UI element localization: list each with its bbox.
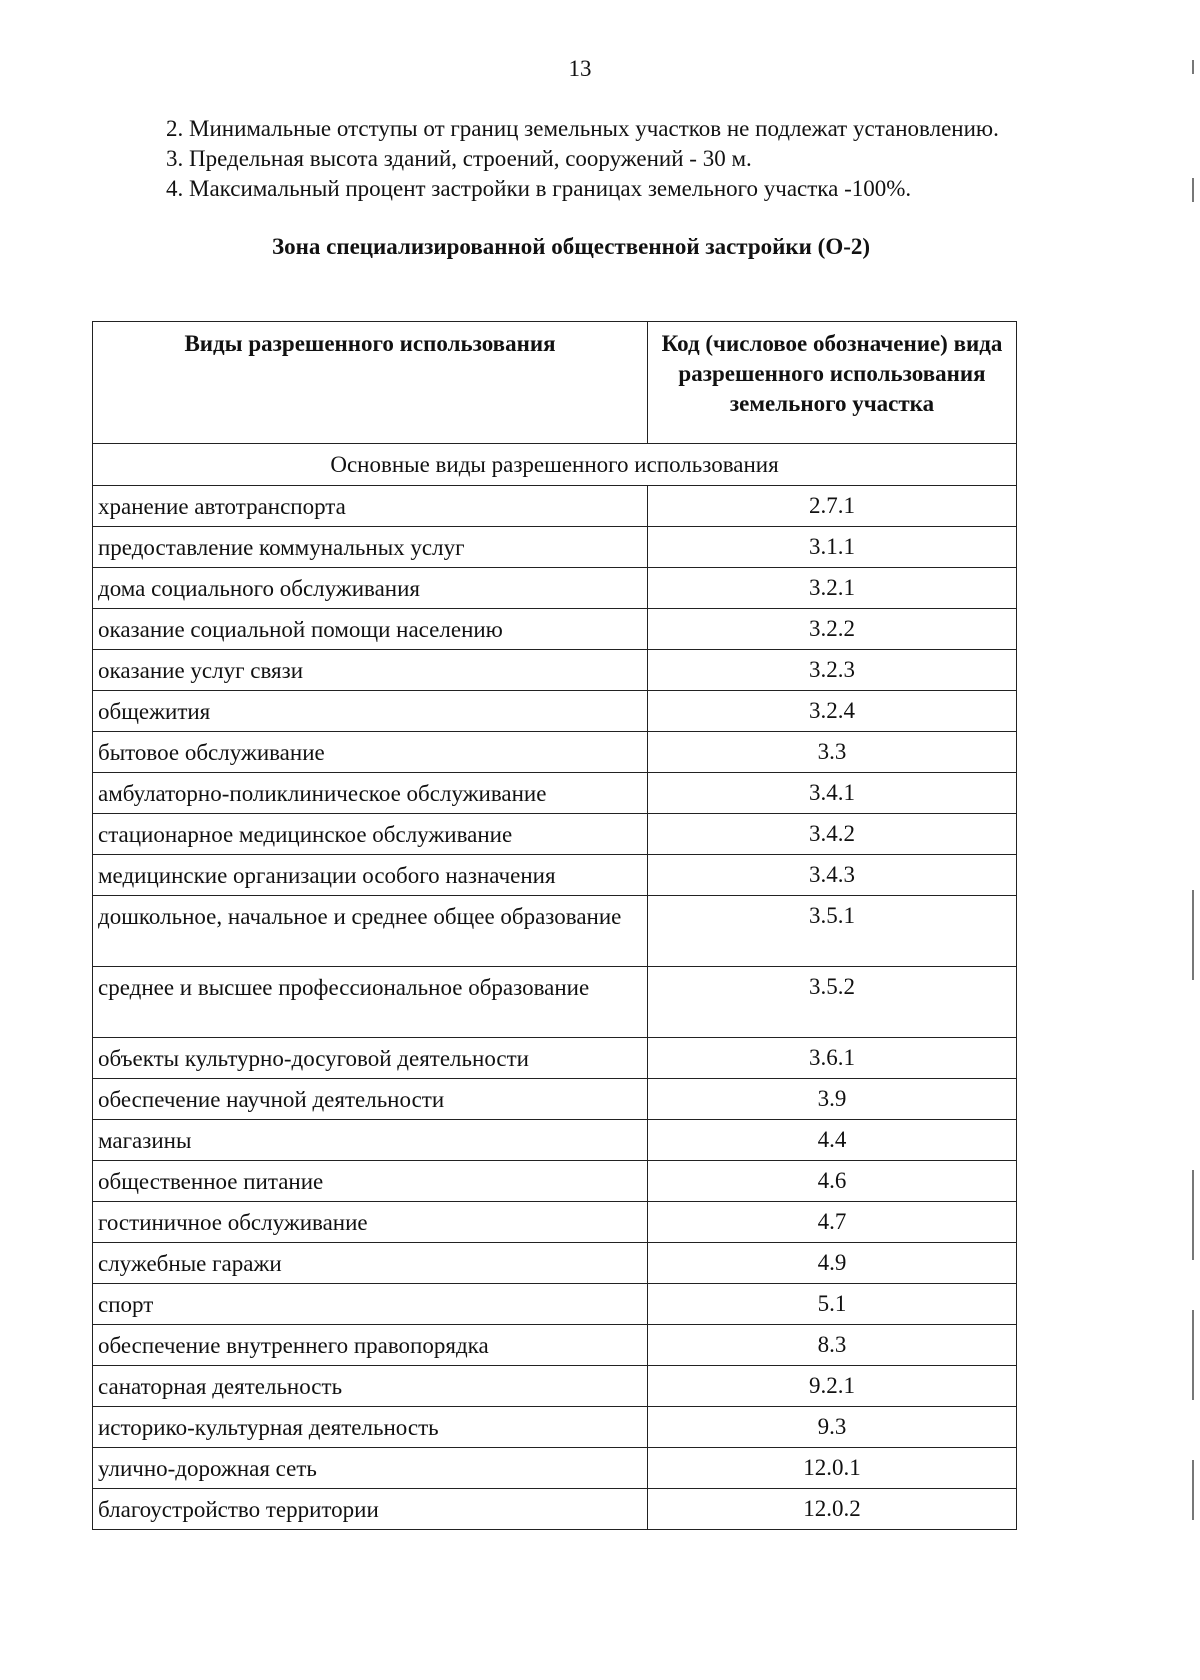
scan-margin-mark <box>1192 1170 1194 1260</box>
use-type-cell: гостиничное обслуживание <box>93 1202 648 1243</box>
table-row <box>93 814 1017 855</box>
paragraph-max-height: 3. Предельная высота зданий, строений, сооружений - 30 м. <box>166 146 752 171</box>
table-row <box>93 1079 1017 1120</box>
page-number: 13 <box>568 56 592 81</box>
table-row <box>93 1366 1017 1407</box>
use-type-cell: санаторная деятельность <box>93 1366 648 1407</box>
use-type-cell: стационарное медицинское обслуживание <box>93 814 648 855</box>
table-row <box>93 1325 1017 1366</box>
zone-title: Зона специализированной общественной застройки (О-2) <box>271 234 871 259</box>
table-row <box>93 1284 1017 1325</box>
use-code-cell: 3.5.1 <box>648 896 1017 967</box>
use-code-cell: 3.2.2 <box>648 609 1017 650</box>
table-row <box>93 609 1017 650</box>
use-type-cell: историко-культурная деятельность <box>93 1407 648 1448</box>
scan-margin-mark <box>1192 1460 1194 1520</box>
use-code-cell: 4.9 <box>648 1243 1017 1284</box>
use-type-cell: улично-дорожная сеть <box>93 1448 648 1489</box>
use-type-cell: благоустройство территории <box>93 1489 648 1530</box>
use-type-cell: обеспечение научной деятельности <box>93 1079 648 1120</box>
use-type-cell: общежития <box>93 691 648 732</box>
table-row <box>93 773 1017 814</box>
paragraph-setbacks: 2. Минимальные отступы от границ земельных участков не подлежат установлению. <box>166 116 999 141</box>
table-row <box>93 732 1017 773</box>
paragraph-max-coverage: 4. Максимальный процент застройки в границах земельного участка -100%. <box>166 176 912 201</box>
use-code-cell: 3.2.3 <box>648 650 1017 691</box>
table-row <box>93 691 1017 732</box>
use-type-cell: объекты культурно-досуговой деятельности <box>93 1038 648 1079</box>
use-type-cell: оказание социальной помощи населению <box>93 609 648 650</box>
intro-paragraphs <box>96 114 1046 204</box>
use-code-cell: 3.4.2 <box>648 814 1017 855</box>
table-row <box>93 1120 1017 1161</box>
use-type-cell: обеспечение внутреннего правопорядка <box>93 1325 648 1366</box>
use-code-cell: 8.3 <box>648 1325 1017 1366</box>
table-row <box>93 1448 1017 1489</box>
scan-margin-mark <box>1192 890 1194 980</box>
table-row <box>93 527 1017 568</box>
table-row <box>93 1202 1017 1243</box>
use-code-cell: 3.6.1 <box>648 1038 1017 1079</box>
header-use-type: Виды разрешенного использования <box>93 322 648 444</box>
use-code-cell: 9.2.1 <box>648 1366 1017 1407</box>
section-row <box>93 444 1017 486</box>
use-type-cell: медицинские организации особого назначения <box>93 855 648 896</box>
use-code-cell: 12.0.1 <box>648 1448 1017 1489</box>
table-row <box>93 650 1017 691</box>
use-code-cell: 3.2.1 <box>648 568 1017 609</box>
land-use-table <box>92 321 1017 1530</box>
table-header-row <box>93 322 1017 444</box>
use-code-cell: 4.6 <box>648 1161 1017 1202</box>
table-row <box>93 855 1017 896</box>
use-code-cell: 5.1 <box>648 1284 1017 1325</box>
section-title: Основные виды разрешенного использования <box>93 444 1017 486</box>
use-code-cell: 3.4.1 <box>648 773 1017 814</box>
use-code-cell: 3.5.2 <box>648 967 1017 1038</box>
use-type-cell: хранение автотранспорта <box>93 486 648 527</box>
use-type-cell: оказание услуг связи <box>93 650 648 691</box>
use-code-cell: 12.0.2 <box>648 1489 1017 1530</box>
use-type-cell: спорт <box>93 1284 648 1325</box>
table-row <box>93 1038 1017 1079</box>
scan-margin-mark <box>1192 1310 1194 1400</box>
use-code-cell: 2.7.1 <box>648 486 1017 527</box>
table-row <box>93 1489 1017 1530</box>
table-row <box>93 1407 1017 1448</box>
table-body <box>93 444 1017 1530</box>
scan-margin-mark <box>1192 60 1194 74</box>
table-row <box>93 1243 1017 1284</box>
use-code-cell: 3.3 <box>648 732 1017 773</box>
use-type-cell: служебные гаражи <box>93 1243 648 1284</box>
use-type-cell: дома социального обслуживания <box>93 568 648 609</box>
use-type-cell: бытовое обслуживание <box>93 732 648 773</box>
use-code-cell: 4.7 <box>648 1202 1017 1243</box>
use-code-cell: 9.3 <box>648 1407 1017 1448</box>
use-type-cell: дошкольное, начальное и среднее общее образование <box>93 896 648 967</box>
table-row <box>93 896 1017 967</box>
table-row <box>93 1161 1017 1202</box>
use-type-cell: предоставление коммунальных услуг <box>93 527 648 568</box>
scan-margin-mark <box>1192 178 1194 202</box>
table-row <box>93 967 1017 1038</box>
use-code-cell: 3.9 <box>648 1079 1017 1120</box>
use-type-cell: амбулаторно-поликлиническое обслуживание <box>93 773 648 814</box>
table-row <box>93 568 1017 609</box>
table-row <box>93 486 1017 527</box>
use-type-cell: среднее и высшее профессиональное образование <box>93 967 648 1038</box>
use-code-cell: 4.4 <box>648 1120 1017 1161</box>
use-type-cell: общественное питание <box>93 1161 648 1202</box>
header-code: Код (числовое обозначение) вида разрешенного использования земельного участка <box>648 322 1017 444</box>
use-code-cell: 3.4.3 <box>648 855 1017 896</box>
use-code-cell: 3.2.4 <box>648 691 1017 732</box>
use-type-cell: магазины <box>93 1120 648 1161</box>
use-code-cell: 3.1.1 <box>648 527 1017 568</box>
